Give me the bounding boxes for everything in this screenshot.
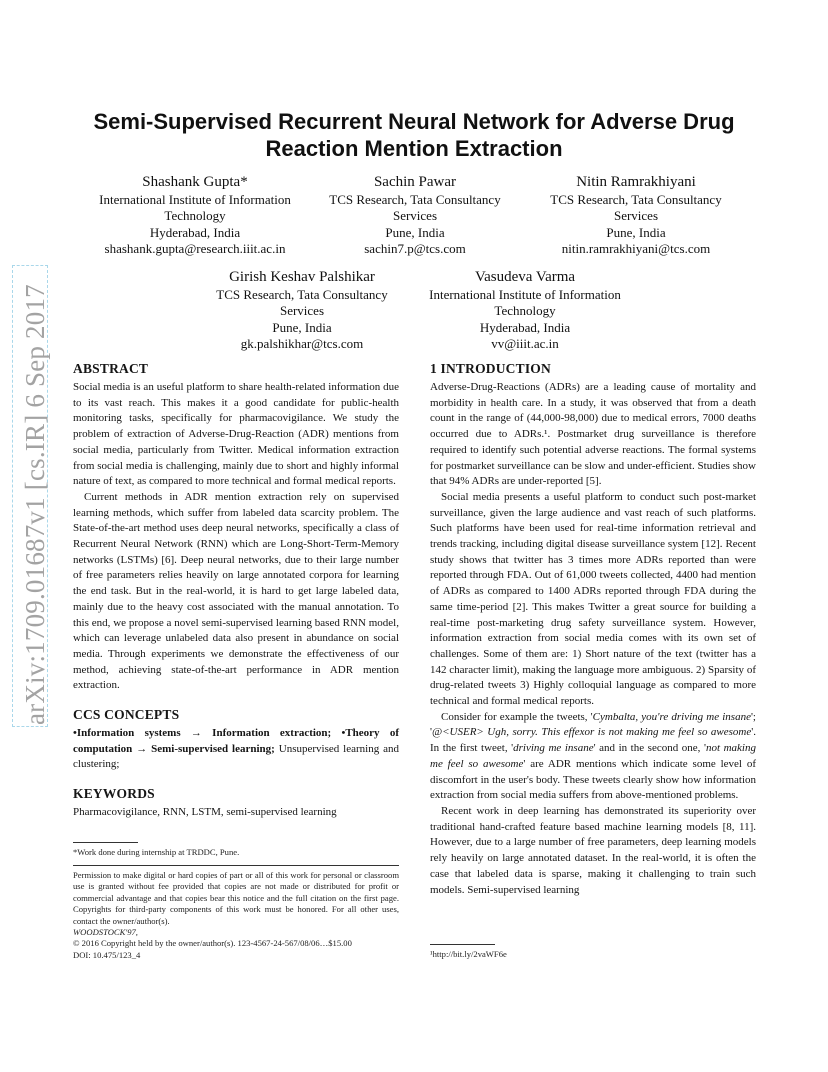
- text-run: '; ': [430, 710, 756, 739]
- author-affiliation: TCS Research, Tata Consultancy: [329, 192, 501, 207]
- title-line-2: Reaction Mention Extraction: [265, 136, 563, 161]
- author-location: Pune, India: [606, 224, 666, 240]
- author-location: Hyderabad, India: [479, 319, 571, 335]
- author-name: Nitin Ramrakhiyani: [576, 174, 696, 190]
- author-name: Vasudeva Varma: [474, 269, 576, 285]
- author-location: Hyderabad, India: [149, 224, 241, 240]
- author-block-5: [410, 268, 640, 353]
- right-column: [430, 361, 756, 898]
- author-affiliation: International Institute of Information: [99, 192, 291, 207]
- ccs-heading: CCS CONCEPTS: [73, 707, 180, 723]
- ccs-concepts: [73, 726, 399, 773]
- author-block-4: [187, 268, 417, 353]
- intro-paragraph-4: Recent work in deep learning has demonstrated its superiority over traditional hand-crafted feature based machine learning models [8, 11]. However, due to a large number of free parameters, deep learning models rely heavily on large annotated dataset. In the real-world, it is often the case that labeled data is sparse, making it challenging to train such models. Semi-supervised learning: [430, 804, 756, 896]
- author-affiliation: TCS Research, Tata Consultancy: [216, 287, 388, 302]
- author-location: Pune, India: [385, 224, 445, 240]
- author-email: vv@iiit.ac.in: [491, 336, 559, 352]
- intro-paragraph-3: [430, 710, 756, 804]
- author-affiliation: Technology: [164, 208, 226, 224]
- author-footnote: *Work done during internship at TRDDC, Pune.: [73, 847, 240, 857]
- abstract-paragraph-1: Social media is an useful platform to share health-related information due to its vast reach. This makes it a good candidate for public-health monitoring tasks, specifically for pharmacovigilance. We study the problem of extraction of Adverse-Drug-Reaction (ADR) mentions from social media, particularly from Twitter. Medical information extraction from social media is challenging, mainly due to short and highly informal nature of text, as compared to more technical and formal medical reports.: [73, 381, 399, 488]
- author-email: sachin7.p@tcs.com: [364, 241, 466, 257]
- adr-mention: not making me feel so awesome: [430, 742, 756, 770]
- author-location: Pune, India: [272, 319, 332, 335]
- author-affiliation: Technology: [494, 303, 556, 319]
- ccs-concepts-rest: Unsupervised learning and clustering;: [73, 742, 399, 771]
- footnote-rule-left: [73, 842, 138, 843]
- author-block-3: [521, 173, 751, 258]
- tweet-quote: Cymbalta, you're driving me insane: [592, 710, 751, 723]
- intro-heading: 1 INTRODUCTION: [430, 361, 551, 376]
- venue: WOODSTOCK'97,: [73, 927, 138, 938]
- arxiv-identifier: arXiv:1709.01687v1 [cs.IR] 6 Sep 2017: [20, 284, 50, 725]
- doi: DOI: 10.475/123_4: [73, 949, 141, 960]
- tweet-quote: @<USER> Ugh, sorry. This effexor is not making me feel so awesome: [431, 726, 752, 739]
- author-affiliation: International Institute of Information: [429, 287, 621, 302]
- author-affiliation: Services: [279, 303, 325, 319]
- arxiv-sidebar: [0, 265, 60, 725]
- abstract-paragraph-2: Current methods in ADR mention extraction rely on supervised learning methods, which suffer from labeled data scarcity problem. The State-of-the-art method uses deep neural networks, specifically a class of Recurrent Neural Network (RNN) which are Long-Short-Term-Memory networks (LSTMs) [6]. Deep neural networks, due to their large number of free parameters relies heavily on large annotated corpora for learning the end task. But in the real-world, it is hard to get large labeled data, mainly due to the heavy cost associated with the manual annotation. To this end, we propose a novel semi-supervised learning based RNN model, which can leverage unlabeled data also present in abundance on social media. Through experiments we demonstrate the effectiveness of our method, achieving state-of-the-art performance in ADR mention extraction.: [73, 490, 399, 692]
- author-affiliation: Services: [392, 208, 438, 224]
- author-block-2: [300, 173, 530, 258]
- author-affiliation: TCS Research, Tata Consultancy: [550, 192, 722, 207]
- author-block-1: [80, 173, 310, 258]
- abstract-heading: ABSTRACT: [73, 361, 149, 376]
- author-email: gk.palshikhar@tcs.com: [240, 336, 364, 352]
- intro-paragraph-1: Adverse-Drug-Reactions (ADRs) are a leading cause of mortality and morbidity in health care. In a study, it was observed that from a death count in the range of (44,000-98,000) due to medical errors, 7000 deaths occurred due to ADRs.¹. Postmarket drug surveillance is therefore required to identify such potential adverse reactions. The formal systems for postmarket surveillance can be slow and under-efficient. Studies show that 94% ADRs are under-reported [5].: [430, 381, 756, 488]
- author-name: Sachin Pawar: [373, 174, 457, 190]
- intro-paragraph-2: Social media presents a useful platform to conduct such post-market surveillance, given the large audience and vast reach of such platforms. Such platforms have been used for real-time information retrieval and trends tracking, including digital disease surveillance system [12]. Recent study shows that twitter has 3 times more ADRs reported than were reported through FDA. Out of 61,000 tweets collected, 4400 had mention of ADRs as compared to 1400 ADRs reported through FDA during the same time-period [2]. This makes Twitter a great source for building a real-time post-marketing drug safety surveillance system. However, information extraction from social media comes with its own set of challenges. Some of them are: 1) Short nature of the text (twitter has a 142 character limit), making the language more ambiguous. 2) Sparsity of drug-related tweets 3) Highly colloquial language as compared to more technical and formal medical reports.: [430, 490, 756, 708]
- author-affiliation: Services: [613, 208, 659, 224]
- author-name: Shashank Gupta*: [142, 174, 248, 190]
- keywords-text: Pharmacovigilance, RNN, LSTM, semi-supervised learning: [73, 806, 337, 819]
- author-email: shashank.gupta@research.iiit.ac.in: [104, 241, 286, 257]
- permission-text: Permission to make digital or hard copies of part or all of this work for personal or classroom use is granted without fee provided that copies are not made or distributed for profit or commercial advantage and that copies bear this notice and the full citation on the first page. Copyrights for third-party components of this work must be honored. For all other uses, contact the owner/author(s).: [73, 870, 399, 926]
- text-run: Consider for example the tweets, ': [441, 710, 593, 723]
- author-name: Girish Keshav Palshikar: [229, 269, 375, 285]
- copyright: © 2016 Copyright held by the owner/author(s). 123-4567-24-567/08/06…$15.00: [73, 938, 352, 949]
- keywords-heading: KEYWORDS: [73, 786, 155, 802]
- paper-title: [70, 108, 758, 162]
- permission-block: [73, 870, 399, 961]
- text-run: ' and in the second one, ': [593, 742, 706, 755]
- left-column: [73, 361, 399, 821]
- title-line-1: Semi-Supervised Recurrent Neural Network for Adverse Drug: [93, 109, 735, 134]
- ccs-concepts-bold: •Information systems → Information extraction; •Theory of computation → Semi-supervised learning;: [73, 727, 399, 755]
- text-run: ' are ADR mentions which indicate some level of discomfort in the user's body. These tweets clearly show how information extraction from social media suffers from above-mentioned problems.: [430, 757, 756, 802]
- author-email: nitin.ramrakhiyani@tcs.com: [561, 241, 711, 257]
- adr-mention: driving me insane: [513, 742, 594, 755]
- footnote-rule-right: [430, 944, 495, 945]
- url-footnote: ¹http://bit.ly/2vaWF6e: [430, 949, 507, 959]
- permission-rule: [73, 865, 399, 866]
- text-run: '. In the first tweet, ': [430, 726, 756, 755]
